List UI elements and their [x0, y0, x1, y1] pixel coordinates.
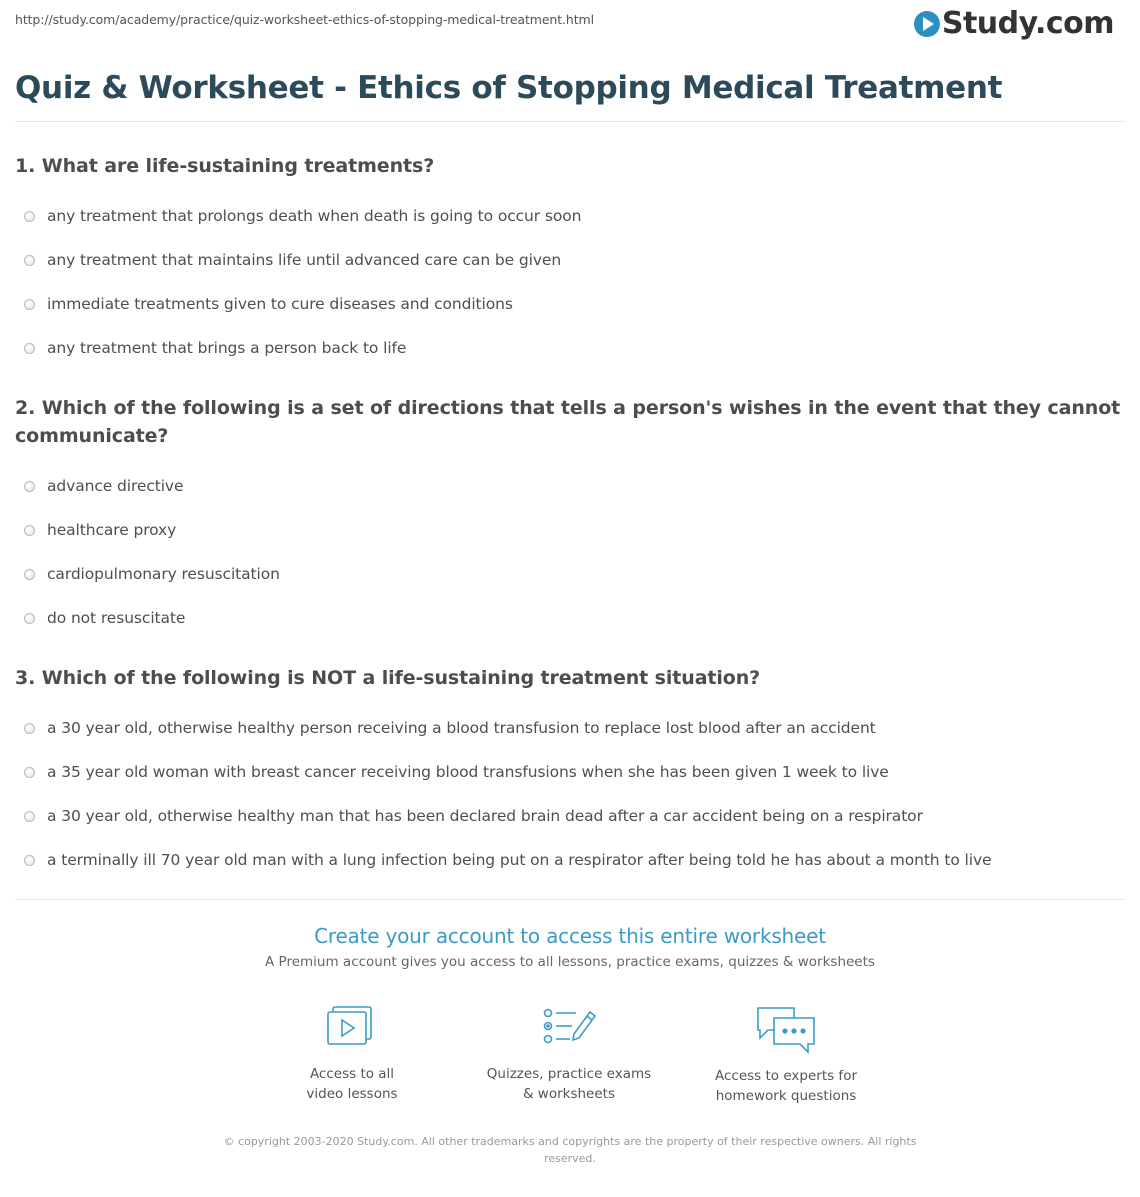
feature-label-line: homework questions	[715, 1088, 857, 1104]
question-text: 3. Which of the following is NOT a life-sustaining treatment situation?	[15, 667, 761, 689]
radio-button[interactable]	[24, 613, 35, 624]
radio-button[interactable]	[24, 811, 35, 822]
answer-option[interactable]	[15, 552, 1125, 596]
answer-list	[15, 194, 1125, 370]
question-text: 2. Which of the following is a set of directions that tells a person's wishes in the event that they cannot communicate?	[15, 397, 1121, 447]
answer-option[interactable]	[15, 282, 1125, 326]
question-2	[15, 394, 1125, 640]
radio-button[interactable]	[24, 299, 35, 310]
answer-text: any treatment that maintains life until advanced care can be given	[47, 251, 562, 269]
radio-button[interactable]	[24, 569, 35, 580]
page-title: Quiz & Worksheet - Ethics of Stopping Medical Treatment	[15, 70, 1003, 106]
radio-button[interactable]	[24, 481, 35, 492]
feature-label-line: Access to all	[309, 1066, 395, 1082]
answer-option[interactable]	[15, 750, 1125, 794]
feature-label-line: Quizzes, practice exams	[486, 1066, 652, 1082]
feature-video-lessons	[257, 1004, 447, 1104]
radio-button[interactable]	[24, 767, 35, 778]
answer-option[interactable]	[15, 464, 1125, 508]
answer-option[interactable]	[15, 194, 1125, 238]
answer-text: cardiopulmonary resuscitation	[47, 565, 280, 583]
answer-text: a 35 year old woman with breast cancer receiving blood transfusions when she has been given 1 week to live	[47, 763, 889, 781]
answer-text: healthcare proxy	[47, 521, 177, 539]
answer-text: a terminally ill 70 year old man with a lung infection being put on a respirator after being told he has about a month to live	[47, 851, 992, 869]
answer-list	[15, 464, 1125, 640]
question-1	[15, 152, 1125, 370]
answer-text: any treatment that prolongs death when death is going to occur soon	[47, 207, 582, 225]
create-account-link[interactable]: Create your account to access this entire worksheet	[314, 924, 826, 948]
radio-button[interactable]	[24, 525, 35, 536]
radio-button[interactable]	[24, 343, 35, 354]
page-url: http://study.com/academy/practice/quiz-worksheet-ethics-of-stopping-medical-treatment.html	[15, 12, 595, 27]
copyright-line: reserved.	[544, 1152, 596, 1165]
radio-button[interactable]	[24, 855, 35, 866]
answer-option[interactable]	[15, 838, 1125, 882]
feature-label-line: video lessons	[306, 1086, 398, 1102]
answer-option[interactable]	[15, 706, 1125, 750]
radio-button[interactable]	[24, 211, 35, 222]
question-3	[15, 664, 1125, 882]
radio-button[interactable]	[24, 723, 35, 734]
answer-option[interactable]	[15, 326, 1125, 370]
answer-option[interactable]	[15, 238, 1125, 282]
logo-text: Study.com	[941, 6, 1114, 41]
feature-label-line: Access to experts for	[714, 1068, 857, 1084]
answer-text: do not resuscitate	[47, 609, 186, 627]
play-logo-icon	[914, 11, 940, 37]
video-lessons-icon	[324, 1004, 380, 1052]
question-text: 1. What are life-sustaining treatments?	[15, 155, 435, 177]
answer-text: immediate treatments given to cure diseases and conditions	[47, 295, 513, 313]
top-bar	[0, 0, 1140, 56]
quiz-checklist-icon	[540, 1004, 598, 1052]
answer-text: a 30 year old, otherwise healthy person receiving a blood transfusion to replace lost blood after an accident	[47, 719, 876, 737]
feature-quizzes	[474, 1004, 664, 1104]
answer-list	[15, 706, 1125, 882]
answer-text: a 30 year old, otherwise healthy man that has been declared brain dead after a car accident being on a respirator	[47, 807, 923, 825]
chat-bubbles-icon	[754, 1004, 818, 1054]
answer-text: advance directive	[47, 477, 184, 495]
feature-label-line: & worksheets	[522, 1086, 615, 1102]
study-logo[interactable]	[914, 6, 1114, 41]
radio-button[interactable]	[24, 255, 35, 266]
cta-divider	[15, 899, 1125, 900]
answer-option[interactable]	[15, 596, 1125, 640]
question-list	[15, 152, 1125, 906]
footer-copyright	[210, 1133, 930, 1167]
title-divider	[15, 121, 1125, 122]
cta-subheading: A Premium account gives you access to all lessons, practice exams, quizzes & worksheets	[265, 954, 875, 970]
copyright-line: © copyright 2003-2020 Study.com. All other trademarks and copyrights are the property of their respective owners. All rights	[223, 1135, 917, 1148]
answer-option[interactable]	[15, 794, 1125, 838]
answer-text: any treatment that brings a person back to life	[47, 339, 407, 357]
answer-option[interactable]	[15, 508, 1125, 552]
feature-experts	[691, 1004, 881, 1106]
